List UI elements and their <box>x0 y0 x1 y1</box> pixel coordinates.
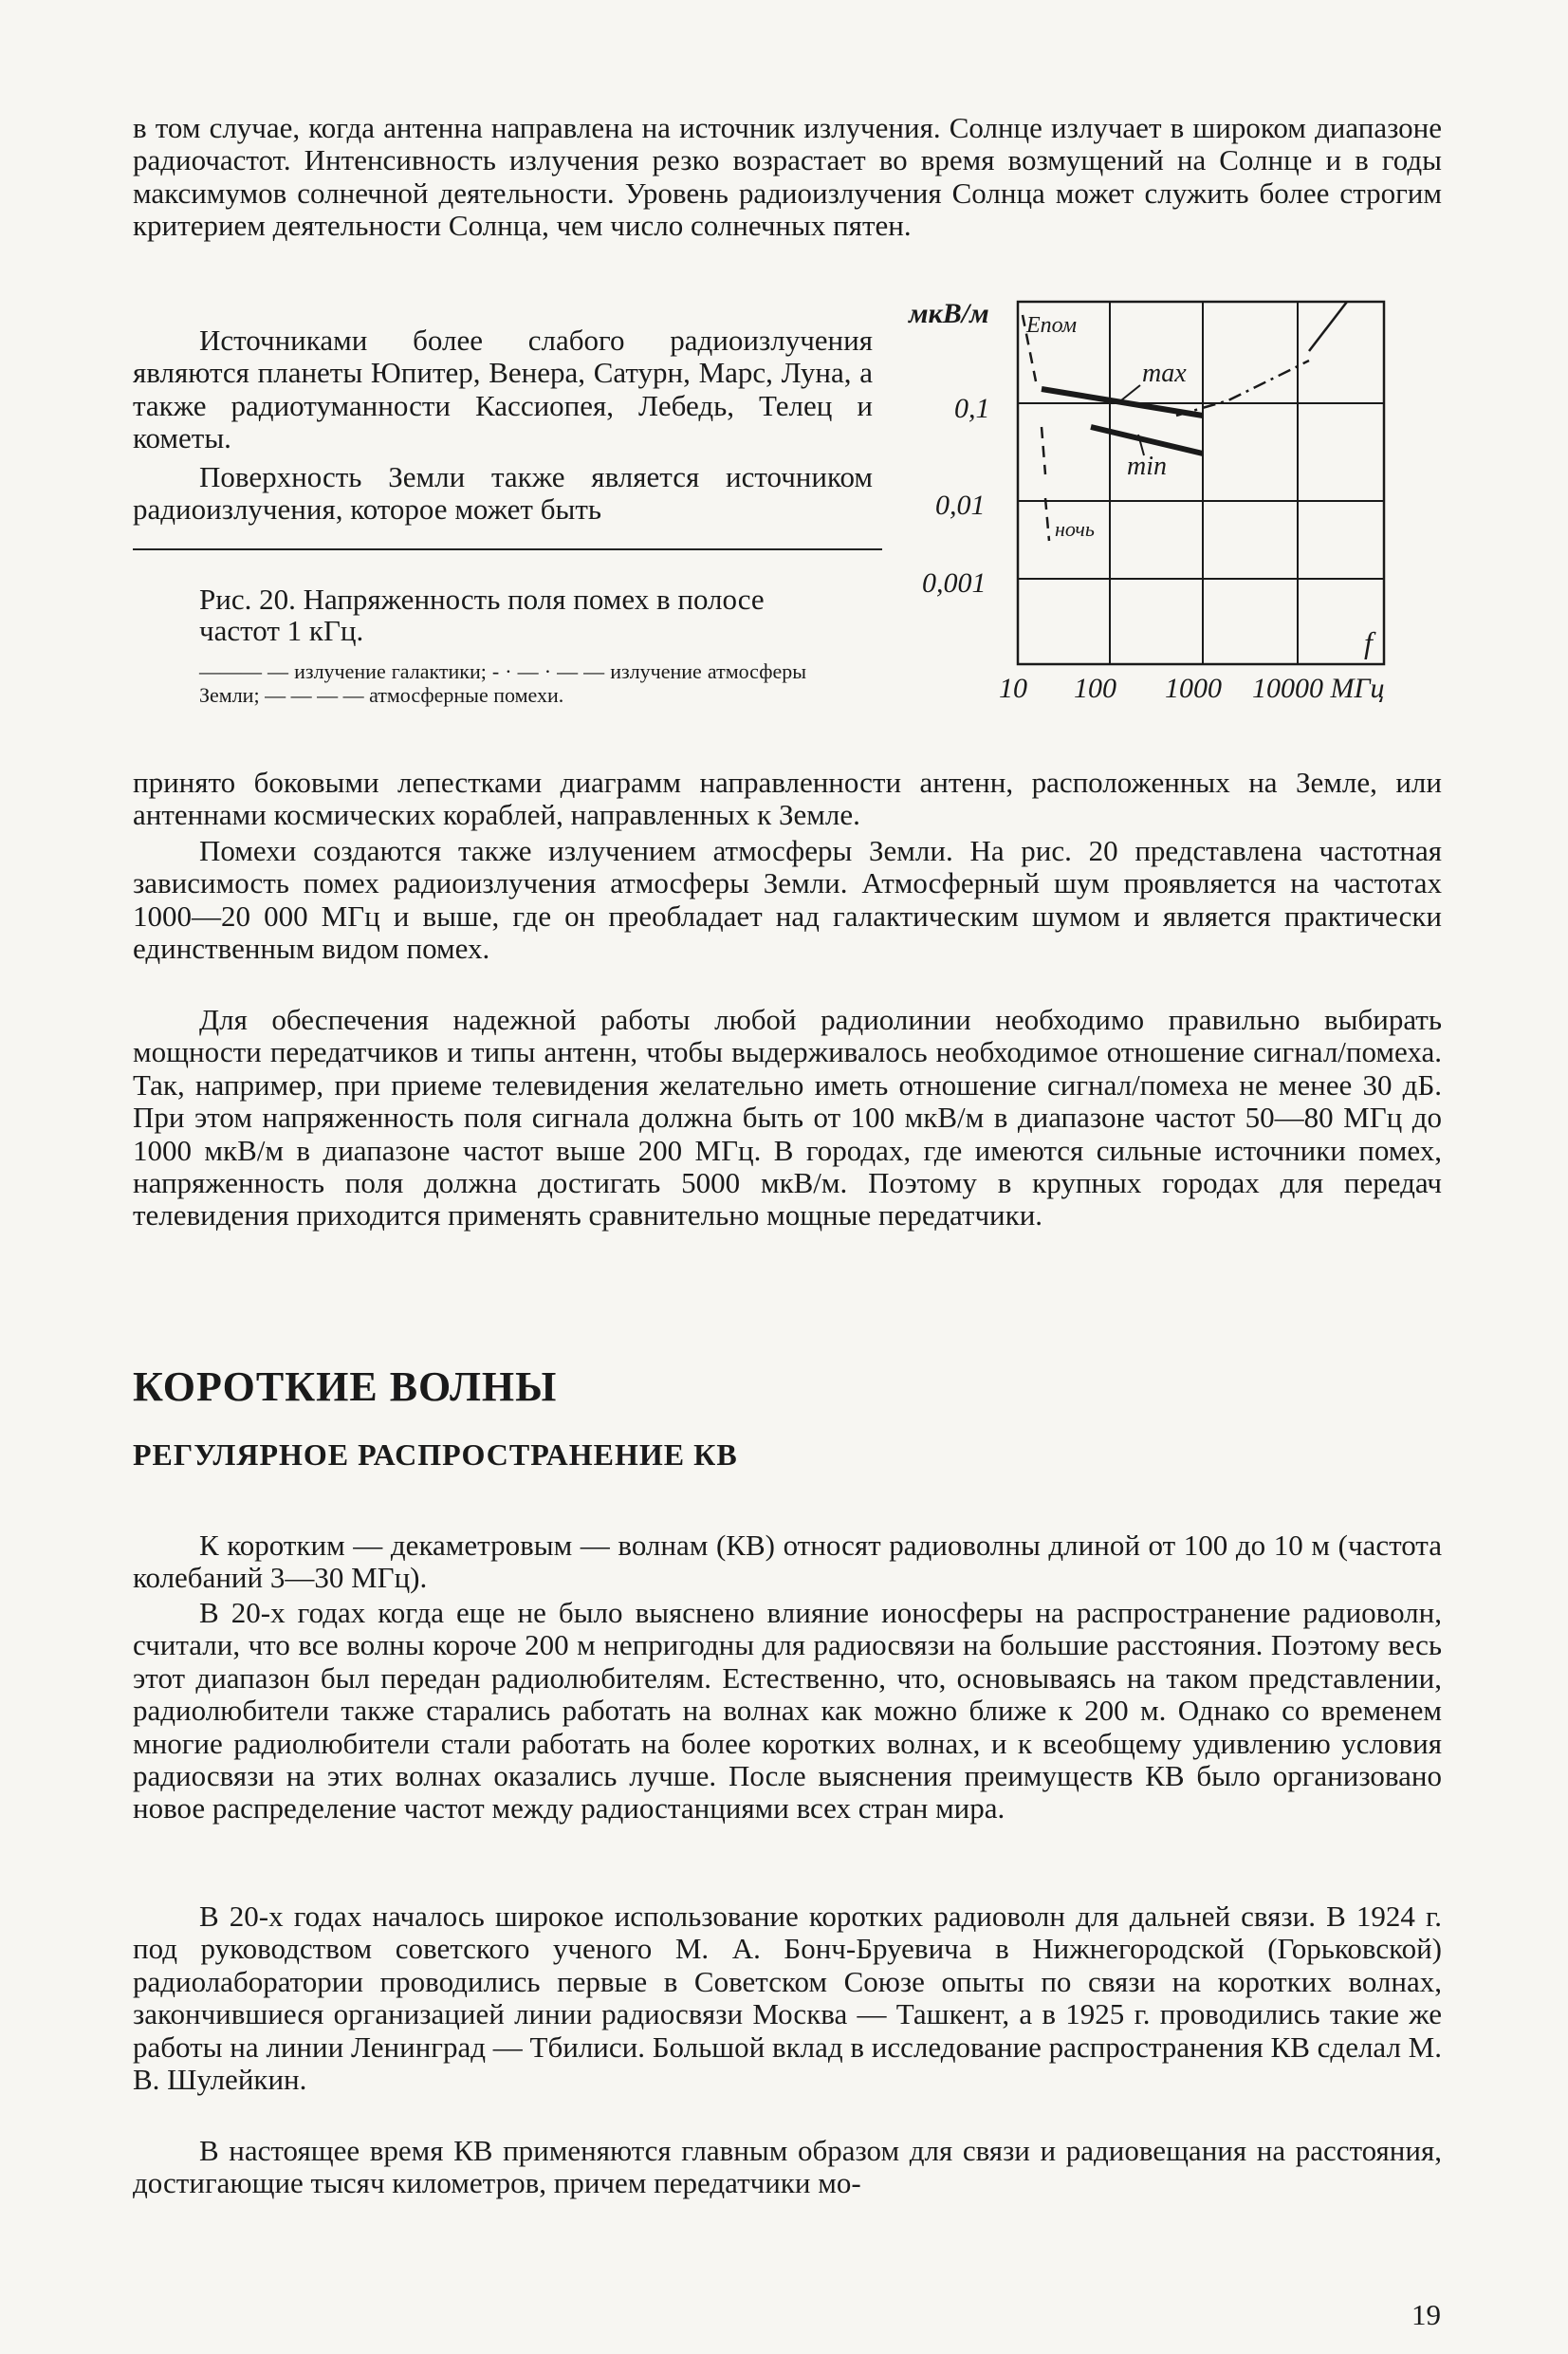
subsection-heading: РЕГУЛЯРНОЕ РАСПРОСТРАНЕНИЕ КВ <box>133 1437 738 1472</box>
paragraph-sun-radiation <box>133 112 1442 243</box>
paragraph-text: Помехи создаются также излучением атмосферы Земли. На рис. 20 представлена частотная зависимость помех радиоизлучения атмосферы Земли. Атмосферный шум проявляется на частотах 1000—20 000 МГц и выше, где он преобладает над галактическим шумом и является практически единственным видом помех. <box>133 834 1442 966</box>
figure-20-chart <box>901 294 1442 702</box>
label-min: min <box>1127 452 1167 481</box>
curve-atmospheric-noise <box>1023 315 1049 541</box>
paragraph-text: Для обеспечения надежной работы любой радиолинии необходимо правильно выбирать мощности передатчиков и типы антенн, чтобы выдерживалось необходимое отношение сигнал/помеха. Так, например, при приеме телевидения желательно иметь отношение сигнал/помеха не менее 30 дБ. При этом напряженность поля сигнала должна быть от 100 мкВ/м в диапазоне частот 50—80 МГц до 1000 мкВ/м в диапазоне частот выше 200 МГц. В городах, где имеются сильные источники помех, напряженность поля должна достигать 5000 мкВ/м. Поэтому в крупных городах для передач телевидения приходится применять сравнительно мощные передатчики. <box>133 1003 1442 1233</box>
label-max: max <box>1142 359 1187 388</box>
paragraph-text: В настоящее время КВ применяются главным образом для связи и радиовещания на расстояния, достигающие тысяч километров, причем передатчики мо- <box>133 2134 1442 2200</box>
paragraph-text: В 20-х годах когда еще не было выяснено влияние ионосферы на распространение радиоволн, считали, что все волны короче 200 м непригодны для радиосвязи на большие расстояния. Поэтому весь этот диапазон был передан радиолюбителям. Естественно, что, основываясь на таком представлении, радиолюбители также старались работать на волнах как можно ближе к 200 м. Однако со временем многие радиолюбители стали работать на более коротких волнах, и к всеобщему удивлению условия радиосвязи на этих волнах оказались лучше. После выяснения преимуществ КВ было организовано новое распределение частот между радиостанциями всех стран мира. <box>133 1596 1442 1826</box>
y-tick-0.1: 0,1 <box>954 393 990 424</box>
label-e-pom: Eпом <box>1026 313 1078 338</box>
paragraph-hf-present <box>133 2135 1442 2200</box>
paragraph-text: В 20-х годах началось широкое использование коротких радиоволн для дальней связи. В 1924 г. под руководством советского ученого М. А. Бонч-Бруевича в Нижнегородской (Горьковской) радиолаборатории проводились первые в Советском Союзе опыты по связи на коротких волнах, закончившиеся организацией линии радиосвязи Москва — Ташкент, а в 1925 г. проводились такие же работы на линии Ленинград — Тбилиси. Большой вклад в исследование распространения КВ сделал М. В. Шулейкин. <box>133 1900 1442 2097</box>
paragraph-atmosphere-noise <box>133 835 1442 966</box>
y-tick-0.01: 0,01 <box>935 490 986 521</box>
paragraph-text: принято боковыми лепестками диаграмм направленности антенн, расположенных на Земле, или антеннами космических кораблей, направленных к Земле. <box>133 766 1442 832</box>
paragraph-weak-sources <box>133 324 873 455</box>
page-number: 19 <box>1411 2298 1441 2331</box>
y-tick-0.001: 0,001 <box>922 567 987 599</box>
x-axis-label: f <box>1364 625 1373 659</box>
chart-frame <box>1018 302 1384 664</box>
paragraph-hf-history <box>133 1597 1442 1826</box>
curve-steep-rise <box>1309 302 1347 351</box>
curve-atmosphere <box>1176 361 1309 416</box>
paragraph-text: Источниками более слабого радиоизлучения являются планеты Юпитер, Венера, Сатурн, Марс, Луна, а также радиотуманности Кассиопея, Лебедь, Телец и кометы. <box>133 324 873 455</box>
figure-legend: ——— — излучение галактики; - · — · — — излучение атмосферы Земли; — — — — атмосферные помехи. <box>199 659 806 707</box>
label-night: ночь <box>1055 517 1095 541</box>
x-tick-100: 100 <box>1074 673 1116 702</box>
paragraph-earth-surface <box>133 461 873 527</box>
curve-galactic-min <box>1091 427 1203 454</box>
paragraph-text: Поверхность Земли также является источником радиоизлучения, которое может быть <box>133 460 873 527</box>
paragraph-hf-definition <box>133 1529 1442 1595</box>
y-axis-label: мкВ/м <box>909 298 989 329</box>
paragraph-text: в том случае, когда антенна направлена на источник излучения. Солнце излучает в широком диапазоне радиочастот. Интенсивность излучения резко возрастает во время возмущений на Солнце и в годы максимумов солнечной деятельности. Уровень радиоизлучения Солнца может служить более строгим критерием деятельности Солнца, чем число солнечных пятен. <box>133 111 1442 243</box>
figure-caption: Рис. 20. Напряженность поля помех в полосе частот 1 кГц. <box>199 583 765 647</box>
paragraph-earth-surface-cont <box>133 767 1442 832</box>
paragraph-hf-usage-1920s <box>133 1900 1442 2096</box>
x-tick-1000: 1000 <box>1165 673 1222 702</box>
section-heading: КОРОТКИЕ ВОЛНЫ <box>133 1363 558 1410</box>
leader-max <box>1121 385 1140 400</box>
x-tick-10000: 10000 МГц <box>1252 673 1385 702</box>
paragraph-text: К коротким — декаметровым — волнам (КВ) относят радиоволны длиной от 100 до 10 м (частота колебаний 3—30 МГц). <box>133 1529 1442 1595</box>
figure-divider-rule <box>133 548 882 550</box>
x-tick-10: 10 <box>999 673 1027 702</box>
paragraph-signal-noise <box>133 1004 1442 1233</box>
